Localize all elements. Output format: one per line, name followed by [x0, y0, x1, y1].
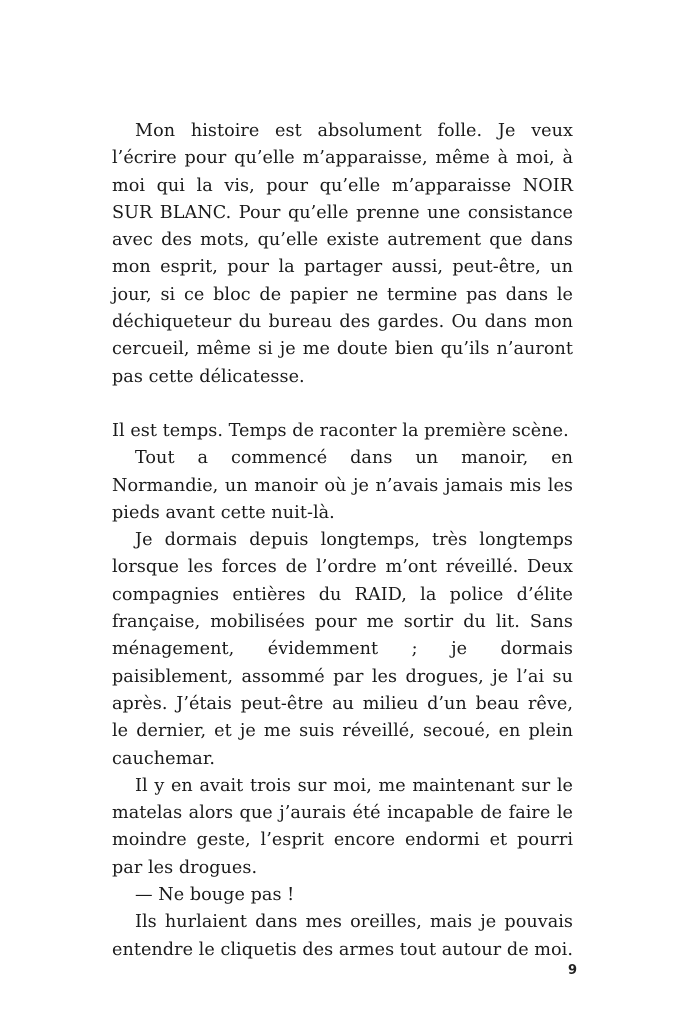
paragraph-cliquetis: Ils hurlaient dans mes oreilles, mais je pouvais entendre le cliquetis des armes tout autour de moi.	[112, 912, 573, 960]
dialogue-line: — Ne bouge pas !	[135, 885, 295, 906]
paragraph-opening: Mon histoire est absolument folle. Je veux l’écrire pour qu’elle m’apparaisse, même à moi, à moi qui la vis, pour qu’elle m’apparaisse NOIR SUR BLANC. Pour qu’elle prenne une consistance avec des mots, qu’elle existe autrement que dans mon esprit, pour la partager aussi, peut-être, un jour, si ce bloc de papier ne termine pas dans le déchiqueteur du bureau des gardes. Ou dans mon cercueil, même si je me doute bien qu’ils n’auront pas cette délicatesse.	[112, 121, 573, 387]
paragraph-matelas: Il y en avait trois sur moi, me maintenant sur le matelas alors que j’aurais été incapable de faire le moindre geste, l’esprit encore endormi et pourri par les drogues.	[112, 775, 573, 878]
paragraph-manoir: Tout a commencé dans un manoir, en Normandie, un manoir où je n’avais jamais mis les pieds avant cette nuit-là.	[112, 448, 573, 523]
paragraph-first-scene: Il est temps. Temps de raconter la première scène.	[112, 420, 569, 441]
paragraph-raid: Je dormais depuis longtemps, très longtemps lorsque les forces de l’ordre m’ont réveillé. Deux compagnies entières du RAID, la police d’élite française, mobilisées pour me sortir du lit. Sans ménagement, évidemment ; je dormais paisiblement, assommé par les drogues, je l’ai su après. J’étais peut-être au milieu d’un beau rêve, le dernier, et je me suis réveillé, secoué, en plein cauchemar.	[112, 530, 573, 769]
body-text	[112, 118, 573, 964]
page-number: 9	[567, 963, 577, 978]
